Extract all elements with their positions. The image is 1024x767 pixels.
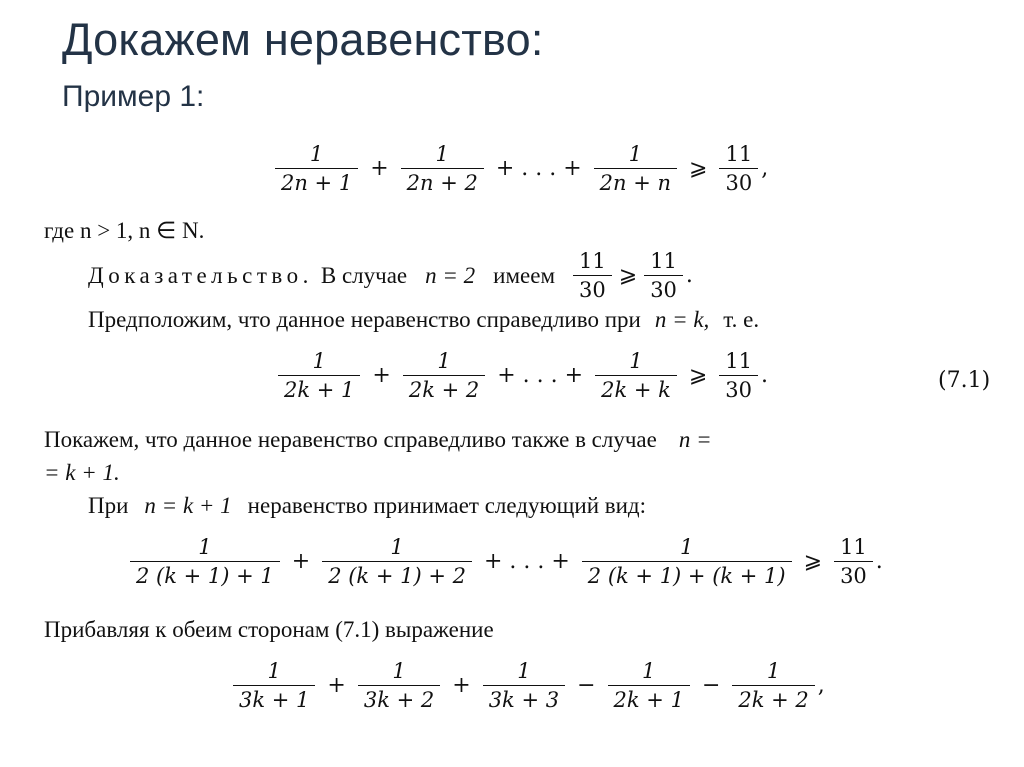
at-prefix: При	[88, 493, 129, 518]
proof-word: Доказательство.	[88, 262, 313, 288]
denominator: 2 (k + 1) + 2	[322, 561, 472, 587]
denominator: 2n + 2	[401, 168, 484, 194]
plus-sign: +	[372, 363, 391, 389]
numerator: 1	[309, 142, 324, 166]
numerator: 11	[650, 249, 677, 273]
at-text: неравенство принимает следующий вид:	[247, 493, 647, 518]
assume-line	[88, 307, 759, 333]
equation-label: (7.1)	[938, 368, 991, 393]
numerator: 1	[198, 535, 212, 559]
fraction	[233, 660, 315, 711]
numerator: 1	[517, 659, 531, 683]
punctuation: .	[875, 549, 883, 575]
geq-sign: ⩾	[688, 363, 708, 389]
case-math: n = 2	[425, 262, 476, 288]
denominator: 2k + 2	[732, 685, 814, 711]
punctuation: .	[685, 263, 693, 289]
punctuation: ,	[817, 673, 825, 699]
denominator: 2k + 1	[608, 685, 690, 711]
denominator: 30	[719, 375, 758, 401]
denominator: 30	[644, 275, 683, 301]
show-text: Покажем, что данное неравенство справедливо также в случае	[44, 427, 657, 452]
denominator: 3k + 1	[233, 685, 315, 711]
assume-text: Предположим, что данное неравенство справедливо при	[88, 307, 641, 332]
fraction-rhs	[719, 143, 758, 194]
equation-4	[230, 660, 825, 711]
fraction	[644, 250, 683, 301]
assume-math: n = k,	[654, 307, 710, 332]
minus-sign: −	[577, 673, 596, 699]
numerator: 1	[642, 659, 656, 683]
denominator: 3k + 3	[483, 685, 565, 711]
fraction	[403, 350, 485, 401]
fraction	[582, 536, 792, 587]
fraction	[573, 250, 612, 301]
denominator: 30	[719, 168, 758, 194]
numerator: 11	[725, 142, 753, 166]
have-text: имеем	[493, 262, 556, 288]
numerator: 1	[392, 659, 406, 683]
fraction	[732, 660, 814, 711]
minus-sign: −	[701, 673, 721, 699]
denominator: 30	[573, 275, 612, 301]
slide-subtitle: Пример 1:	[62, 80, 205, 113]
plus-sign: +	[370, 156, 389, 182]
equation-1	[272, 143, 768, 194]
denominator: 2k + 2	[403, 375, 485, 401]
proof-line	[88, 250, 693, 301]
denominator: 2k + k	[595, 375, 677, 401]
fraction	[322, 536, 472, 587]
fraction	[275, 143, 358, 194]
geq-sign: ⩾	[689, 156, 708, 182]
fraction	[594, 143, 677, 194]
ellipsis-sum: + . . . +	[495, 156, 582, 182]
plus-sign: +	[291, 549, 311, 575]
numerator: 1	[437, 349, 451, 373]
equation-3	[127, 536, 883, 587]
numerator: 1	[629, 349, 643, 373]
assume-tail: т. е.	[723, 307, 760, 332]
geq-sign: ⩾	[803, 549, 823, 575]
at-math: n = k + 1	[144, 493, 232, 518]
fraction	[595, 350, 677, 401]
denominator: 2 (k + 1) + 1	[130, 561, 280, 587]
numerator: 11	[840, 535, 867, 559]
show-math: n =	[678, 427, 712, 452]
fraction	[483, 660, 565, 711]
fraction-rhs	[834, 536, 873, 587]
punctuation: .	[761, 363, 769, 389]
fraction	[608, 660, 690, 711]
fraction	[358, 660, 440, 711]
fraction	[401, 143, 484, 194]
where-line: где n > 1, n ∈ N.	[44, 218, 205, 243]
fraction-rhs	[719, 350, 758, 401]
punctuation: ,	[761, 156, 769, 182]
denominator: 2k + 1	[278, 375, 360, 401]
denominator: 2n + n	[594, 168, 677, 194]
fraction	[130, 536, 280, 587]
plus-sign: +	[327, 673, 346, 699]
numerator: 11	[579, 249, 606, 273]
at-line	[88, 493, 646, 519]
adding-line: Прибавляя к обеим сторонам (7.1) выражение	[44, 617, 494, 642]
equation-2	[275, 350, 768, 401]
denominator: 30	[834, 561, 873, 587]
slide-title: Докажем неравенство:	[62, 14, 544, 65]
denominator: 2n + 1	[275, 168, 358, 194]
numerator: 1	[312, 349, 326, 373]
show-line-2: = k + 1.	[44, 460, 120, 485]
ellipsis-sum: + . . . +	[483, 549, 570, 575]
show-line-1	[44, 427, 712, 453]
numerator: 11	[725, 349, 753, 373]
denominator: 3k + 2	[358, 685, 440, 711]
numerator: 1	[680, 535, 694, 559]
numerator: 1	[390, 535, 404, 559]
numerator: 1	[766, 659, 781, 683]
numerator: 1	[435, 142, 449, 166]
denominator: 2 (k + 1) + (k + 1)	[582, 561, 792, 587]
plus-sign: +	[452, 673, 471, 699]
numerator: 1	[628, 142, 643, 166]
fraction	[278, 350, 360, 401]
geq-sign: ⩾	[618, 263, 638, 289]
case-text: В случае	[320, 262, 408, 288]
ellipsis-sum: + . . . +	[497, 363, 584, 389]
numerator: 1	[267, 659, 281, 683]
